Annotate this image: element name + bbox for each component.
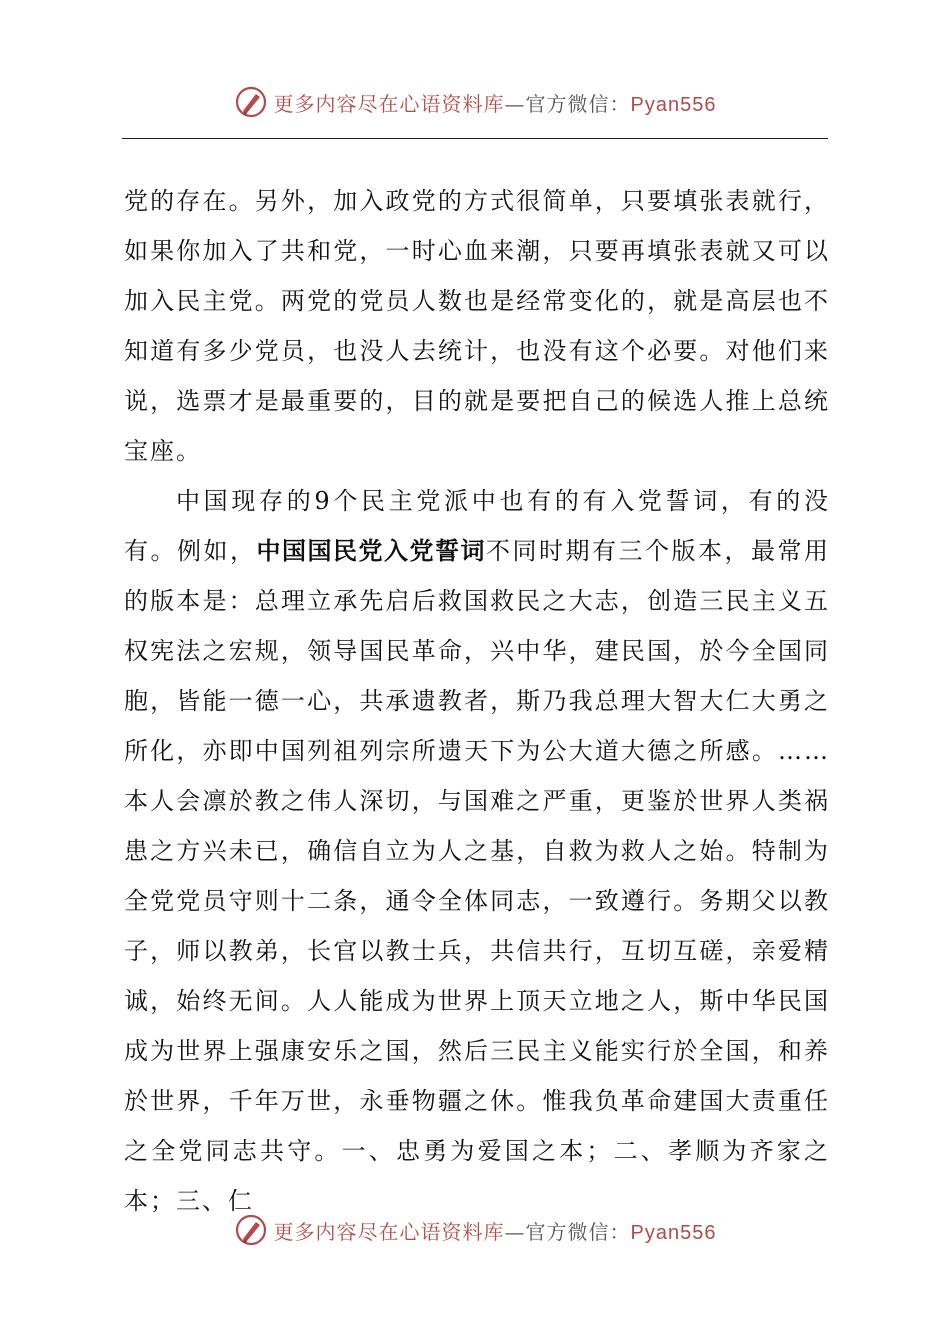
header-banner — [0, 80, 950, 124]
paragraph-2-lead: 中国现存的9个民主党派中也有的有入党誓词，有的没有。例如， — [124, 487, 830, 565]
banner-wechat-id: Pyan556 — [630, 1221, 717, 1244]
document-body — [124, 176, 830, 1226]
banner-wechat-label: —官方微信： — [504, 91, 631, 116]
banner-wechat-id: Pyan556 — [630, 93, 717, 116]
banner-wechat-label: —官方微信： — [504, 1219, 631, 1244]
footer-banner — [0, 1208, 950, 1252]
paragraph-2-bold-term: 中国国民党入党誓词 — [256, 537, 486, 565]
banner-site-name: 更多内容尽在心语资料库 — [273, 91, 505, 116]
paragraph-2 — [124, 476, 830, 1226]
pen-logo-icon — [234, 1213, 268, 1247]
banner-text — [274, 88, 717, 117]
header-divider — [122, 138, 828, 139]
paragraph-1: 党的存在。另外，加入政党的方式很简单，只要填张表就行，如果你加入了共和党，一时心血来潮，只要再填张表就又可以加入民主党。两党的党员人数也是经常变化的，就是高层也不知道有多少党员，也没人去统计，也没有这个必要。对他们来说，选票才是最重要的，目的就是要把自己的候选人推上总统宝座。 — [124, 187, 830, 465]
pen-logo-icon — [234, 85, 268, 119]
banner-text — [274, 1216, 717, 1245]
paragraph-2-rest: 不同时期有三个版本，最常用的版本是：总理立承先启后救国救民之大志，创造三民主义五权宪法之宏规，领导国民革命，兴中华，建民国，於今全国同胞，皆能一德一心，共承遗教者，斯乃我总理大智大仁大勇之所化，亦即中国列祖列宗所遗天下为公大道大德之所感。……本人会凛於教之伟人深切，与国难之严重，更鉴於世界人类祸患之方兴未已，确信自立为人之基，自救为救人之始。特制为全党党员守则十二条，通令全体同志，一致遵行。务期父以教子，师以教弟，长官以教士兵，共信共行，互切互磋，亲爱精诚，始终无间。人人能成为世界上顶天立地之人，斯中华民国成为世界上强康安乐之国，然后三民主义能实行於全国，和养於世界，千年万世，永垂物疆之休。惟我负革命建国大责重任之全党同志共守。一、忠勇为爱国之本；二、孝顺为齐家之本；三、仁 — [124, 537, 830, 1215]
banner-site-name: 更多内容尽在心语资料库 — [273, 1219, 505, 1244]
